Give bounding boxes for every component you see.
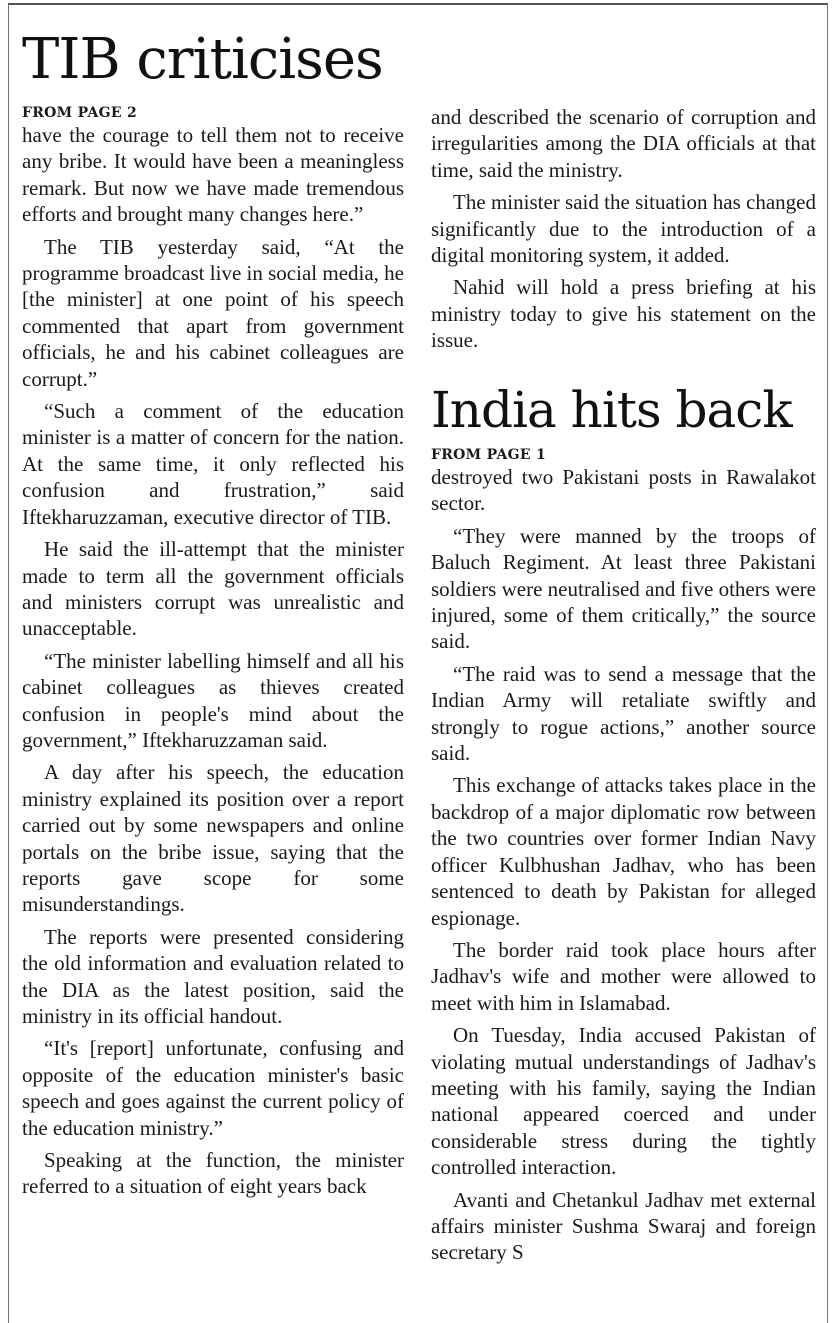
right-article-body (431, 446, 816, 1266)
article-paragraph: have the courage to tell them not to receive any bribe. It would have been a meaningless remark. But now we have made tremendous efforts and brought many changes here.” (22, 123, 404, 227)
article-paragraph: “It's [report] unfortunate, confusing and opposite of the education minister's basic speech and goes against the current policy of the education ministry.” (22, 1036, 404, 1140)
article-paragraph: Avanti and Chetankul Jadhav met external affairs minister Sushma Swaraj and foreign secretary S (431, 1187, 816, 1265)
headline-tib-criticises: TIB criticises (22, 27, 383, 92)
article-paragraph: The TIB yesterday said, “At the programme broadcast live in social media, he [the minister] at one point of his speech commented that apart from government officials, he and his cabinet colleagues are corrupt.” (22, 234, 404, 391)
article-paragraph: “They were manned by the troops of Baluch Regiment. At least three Pakistani soldiers were neutralised and five others were injured, some of them critically,” the source said. (431, 523, 816, 654)
article-paragraph: “The raid was to send a message that the Indian Army will retaliate swiftly and strongly to rogue actions,” another source said. (431, 661, 816, 766)
headline-india-hits-back: India hits back (431, 381, 792, 439)
kicker-from-page-2: FROM PAGE 2 (22, 105, 138, 121)
right-continued-body (431, 104, 816, 354)
article-paragraph: destroyed two Pakistani posts in Rawalakot sector. (431, 465, 816, 516)
article-paragraph: He said the ill-attempt that the minister made to term all the government officials and ministers corrupt was unrealistic and unacceptable. (22, 537, 404, 641)
article-paragraph: Speaking at the function, the minister referred to a situation of eight years back (22, 1148, 404, 1199)
article-paragraph: and described the scenario of corruption and irregularities among the DIA officials at that time, said the ministry. (431, 105, 816, 182)
article-paragraph: The minister said the situation has changed significantly due to the introduction of a digital monitoring system, it added. (431, 190, 816, 268)
kicker-from-page-1: FROM PAGE 1 (431, 447, 547, 463)
article-paragraph: Nahid will hold a press briefing at his ministry today to give his statement on the issue. (431, 275, 816, 353)
article-paragraph: The reports were presented considering the old information and evaluation related to the DIA as the latest position, said the ministry in its official handout. (22, 924, 404, 1028)
left-article-body (22, 104, 404, 1200)
article-paragraph: The border raid took place hours after Jadhav's wife and mother were allowed to meet with him in Islamabad. (431, 937, 816, 1015)
article-paragraph: “The minister labelling himself and all his cabinet colleagues as thieves created confusion in people's mind about the government,” Iftekharuzzaman said. (22, 648, 404, 752)
article-paragraph: “Such a comment of the education minister is a matter of concern for the nation. At the same time, it only reflected his confusion and frustration,” said Iftekharuzzaman, executive director of TIB. (22, 399, 404, 529)
article-paragraph: On Tuesday, India accused Pakistan of violating mutual understandings of Jadhav's meeting with his family, saying the Indian national appeared coerced and under considerable stress during the tightly controlled interaction. (431, 1023, 816, 1180)
article-paragraph: This exchange of attacks takes place in the backdrop of a major diplomatic row between the two countries over former Indian Navy officer Kulbhushan Jadhav, who has been sentenced to death by Pakistan for alleged espionage. (431, 773, 816, 930)
article-paragraph: A day after his speech, the education ministry explained its position over a report carried out by some newspapers and online portals on the bribe issue, saying that the reports gave scope for some misunderstandings. (22, 760, 404, 917)
